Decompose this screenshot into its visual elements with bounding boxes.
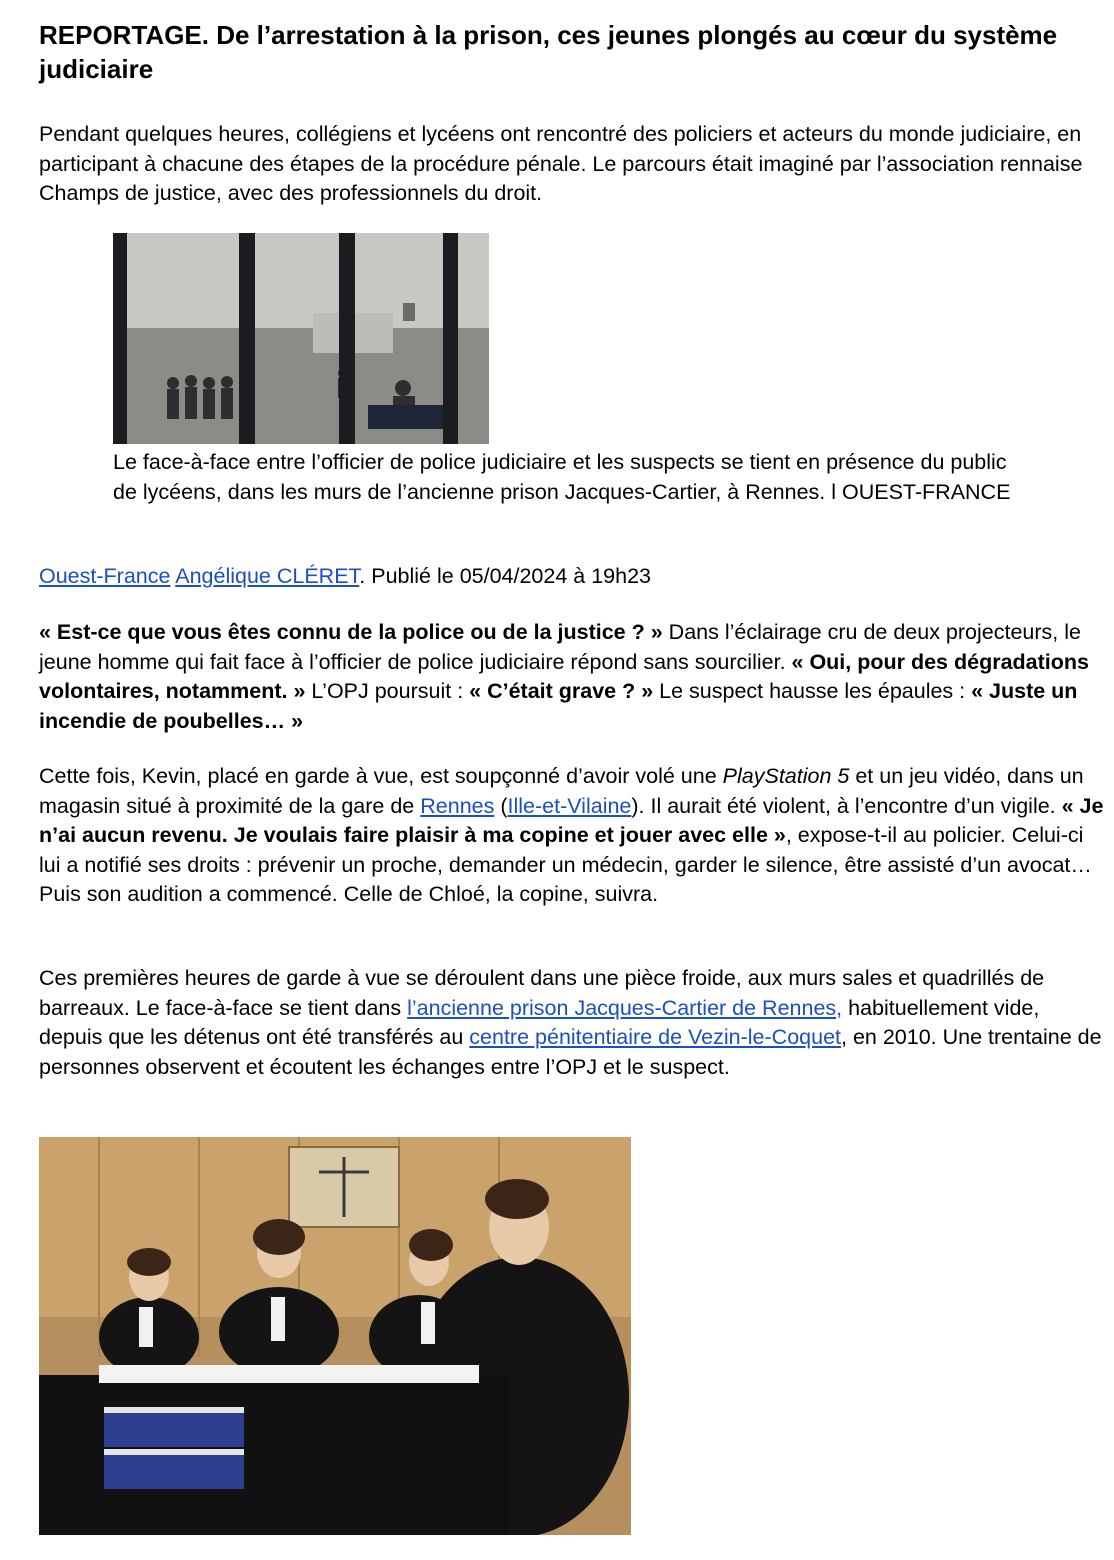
paragraph-text: ). Il aurait été violent, à l’encontre d’un vigile. [631, 793, 1062, 818]
author-link[interactable]: Angélique CLÉRET [175, 564, 360, 588]
article-title: REPORTAGE. De l’arrestation à la prison, ces jeunes plongés au cœur du système judiciaire [39, 20, 1058, 84]
link-rennes[interactable]: Rennes [420, 793, 495, 818]
paragraph-text: Dans l’éclairage cru de deux projecteurs, le jeune homme qui fait face à l’officier de police judiciaire répond sans sourcilier. [39, 620, 1081, 674]
quote: « Oui, pour des dégradations volontaires, notamment. » [39, 649, 1089, 703]
paragraph-2 [39, 762, 1105, 910]
publication-date: . Publié le 05/04/2024 à 19h23 [359, 564, 651, 588]
source-link[interactable]: Ouest-France [39, 564, 171, 588]
paragraph-text: ( [494, 793, 508, 818]
photo-prison-interrogation [113, 233, 489, 444]
link-prison-jacques-cartier[interactable]: l’ancienne prison Jacques-Cartier de Rennes, [407, 995, 843, 1020]
paragraph-text: , expose-t-il au policier. Celui-ci lui a notifié ses droits : prévenir un proche, demander un médecin, garder le silence, être assisté d’un avocat… Puis son audition a commencé. Celle de Chloé, la copine, suivra. [39, 823, 1092, 906]
paragraph-text: et un jeu vidéo, dans un magasin situé à proximité de la gare de [39, 764, 1084, 818]
quote: « C’était grave ? » [469, 679, 654, 703]
article-chapo: Pendant quelques heures, collégiens et lycéens ont rencontré des policiers et acteurs du monde judiciaire, en participant à chacune des étapes de la procédure pénale. Le parcours était imaginé par l’association rennaise Champs de justice, avec des professionnels du droit. [39, 122, 1083, 205]
photo-caption: Le face-à-face entre l’officier de police judiciaire et les suspects se tient en présence du public de lycéens, dans les murs de l’ancienne prison Jacques-Cartier, à Rennes. l OUEST-FRANCE [113, 450, 1011, 504]
photo-tribunal [39, 1137, 631, 1535]
paragraph-3 [39, 964, 1105, 1082]
emphasis: PlayStation 5 [722, 764, 850, 788]
paragraph-text: Le suspect hausse les épaules : [653, 679, 972, 703]
paragraph-text: , en 2010. Une trentaine de personnes observent et écoutent les échanges entre l’OPJ et le suspect. [39, 1025, 1102, 1079]
link-ille-et-vilaine[interactable]: Ille-et-Vilaine [507, 793, 632, 818]
paragraph-text: habituellement vide, depuis que les détenus ont été transférés au [39, 995, 1040, 1049]
paragraph-text: Cette fois, Kevin, placé en garde à vue, est soupçonné d’avoir volé une [39, 764, 723, 788]
paragraph-text: L’OPJ poursuit : [305, 679, 470, 703]
link-centre-penitentiaire[interactable]: centre pénitentiaire de Vezin-le-Coquet [469, 1025, 842, 1049]
paragraph-text: Ces premières heures de garde à vue se déroulent dans une pièce froide, aux murs sales et quadrillés de barreaux. Le face-à-face se tient dans [39, 966, 1045, 1020]
quote: « Je n’ai aucun revenu. Je voulais faire plaisir à ma copine et jouer avec elle » [39, 793, 1104, 847]
byline [39, 562, 1105, 592]
quote: « Est-ce que vous êtes connu de la police ou de la justice ? » [39, 620, 663, 644]
paragraph-1 [39, 618, 1105, 736]
quote: « Juste un incendie de poubelles… » [39, 679, 1078, 733]
